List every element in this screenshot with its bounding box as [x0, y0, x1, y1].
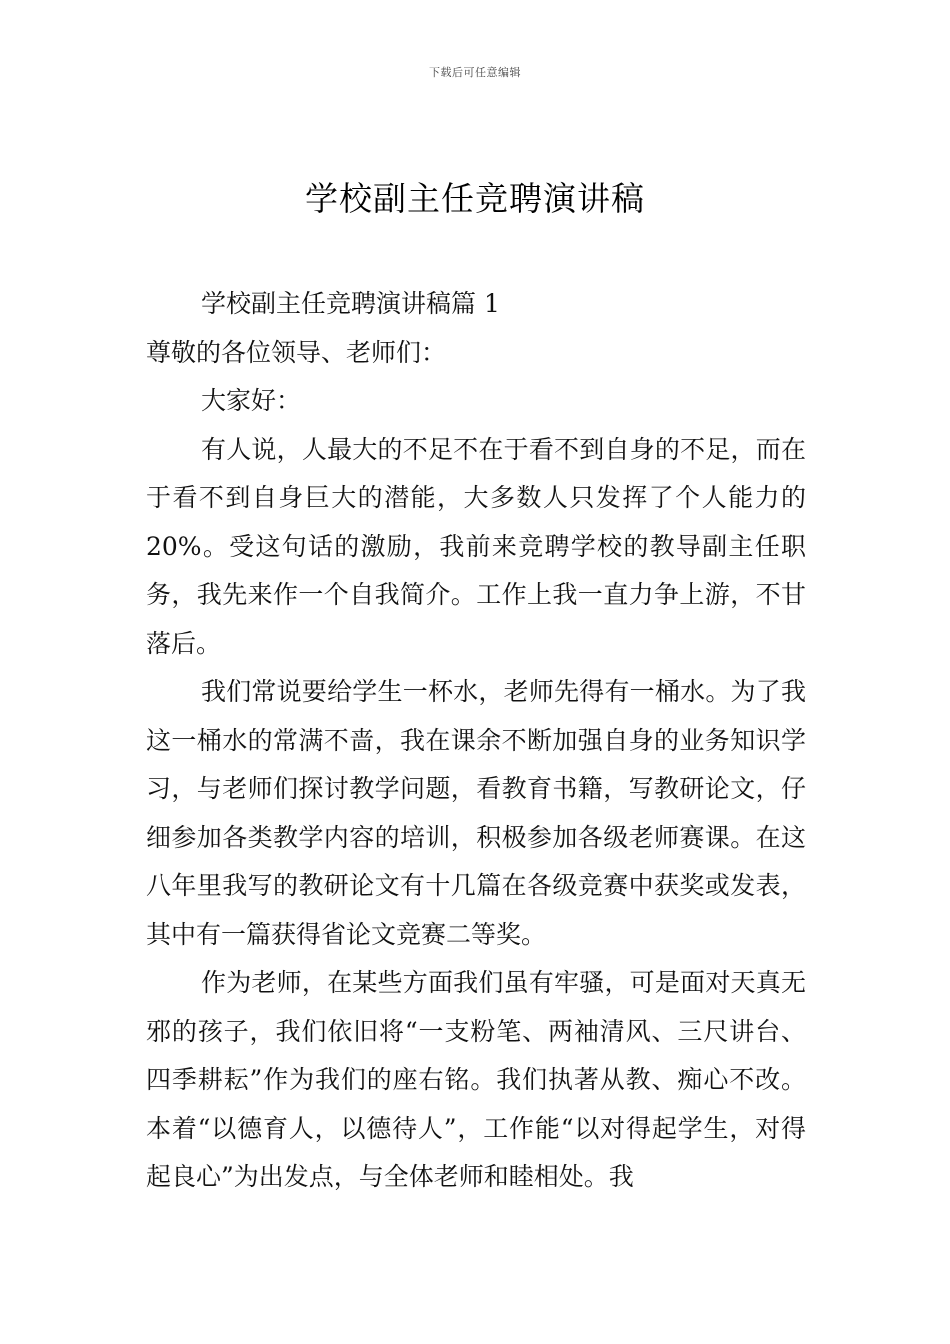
paragraph-1: 有人说，人最大的不足不在于看不到自身的不足，而在于看不到自身巨大的潜能，大多数人只发挥了个人能力的20%。受这句话的激励，我前来竞聘学校的教导副主任职务，我先来作一个自我简介。工作上我一直力争上游，不甘落后。	[146, 434, 806, 658]
paragraph-3: 作为老师，在某些方面我们虽有牢骚，可是面对天真无邪的孩子，我们依旧将“一支粉笔、两袖清风、三尺讲台、四季耕耘”作为我们的座右铭。我们执著从教、痴心不改。本着“以德育人，以德待人”，工作能“以对得起学生，对得起良心”为出发点，与全体老师和睦相处。我	[146, 968, 806, 1191]
paragraph-2: 我们常说要给学生一杯水，老师先得有一桶水。为了我这一桶水的常满不啬，我在课余不断加强自身的业务知识学习，与老师们探讨教学问题，看教育书籍，写教研论文，仔细参加各类教学内容的培训，积极参加各级老师赛课。在这八年里我写的教研论文有十几篇在各级竞赛中获奖或发表，其中有一篇获得省论文竞赛二等奖。	[146, 677, 806, 949]
document-title: 学校副主任竞聘演讲稿	[305, 179, 645, 218]
salutation: 尊敬的各位领导、老师们：	[146, 337, 447, 367]
header-note: 下载后可任意编辑	[429, 66, 521, 79]
document-body	[146, 280, 806, 1202]
section-heading: 学校副主任竞聘演讲稿篇 1	[201, 289, 500, 318]
greeting: 大家好：	[201, 386, 302, 415]
